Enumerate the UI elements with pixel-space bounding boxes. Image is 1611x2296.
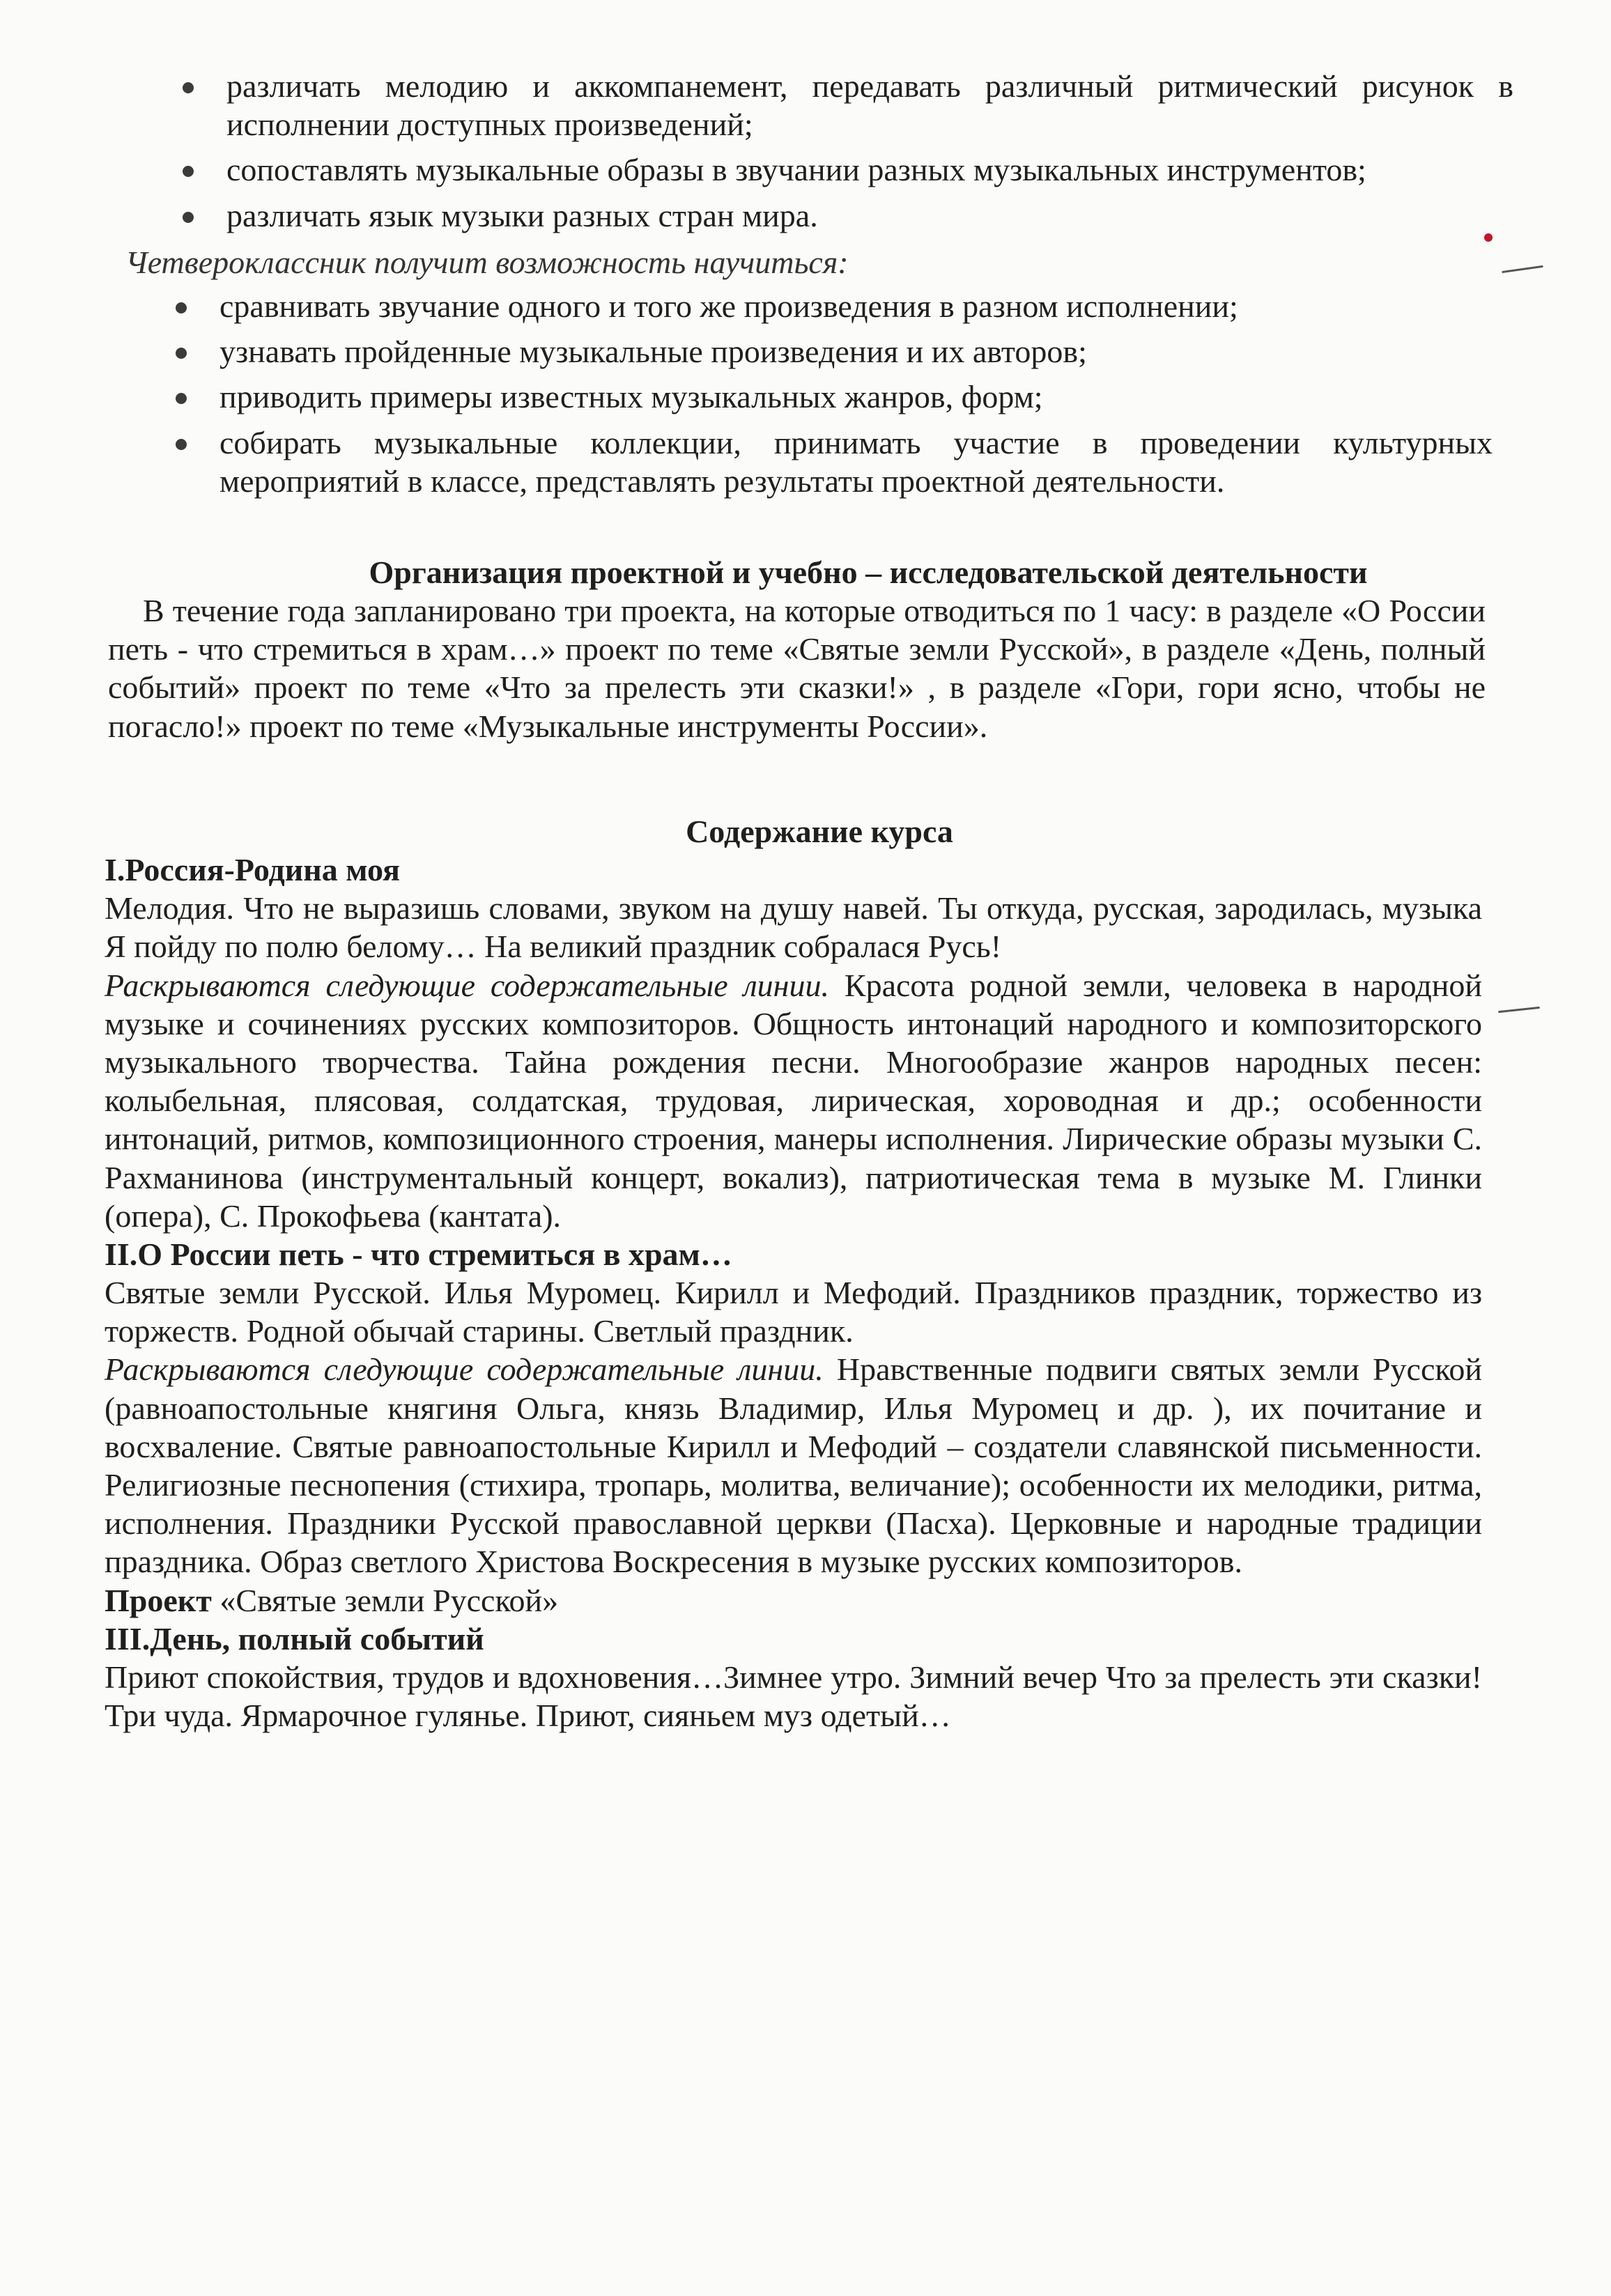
list-item: собирать музыкальные коллекции, принимать участие в проведении культурных мероприятий в классе, представлять результаты проектной деятельности. [219, 424, 1493, 500]
list-item: сравнивать звучание одного и того же произведения в разном исполнении; [219, 287, 1493, 325]
opportunities-list [105, 287, 1534, 500]
section-topics: Святые земли Русской. Илья Муромец. Кирилл и Мефодий. Праздников праздник, торжество из торжеств. Родной обычай старины. Светлый праздник. [105, 1275, 1482, 1349]
list-item: различать язык музыки разных стран мира. [226, 196, 1513, 235]
section-title: III.День, полный событий [105, 1620, 484, 1657]
ink-dot [1484, 233, 1493, 242]
project-name: «Святые земли Русской» [219, 1582, 559, 1618]
section-lead: Раскрываются следующие содержательные линии. [105, 1351, 824, 1388]
section-description [105, 1350, 1534, 1581]
section-topics: Мелодия. Что не выразишь словами, звуком на душу навей. Ты откуда, русская, зародилась, музыка Я пойду по полю белому… На великий праздник собралася Русь! [105, 890, 1482, 965]
list-item: узнавать пройденные музыкальные произведения и их авторов; [219, 332, 1493, 371]
section-description [105, 966, 1534, 1235]
list-item: приводить примеры известных музыкальных жанров, форм; [219, 378, 1493, 416]
section-title: II.О России петь - что стремиться в храм… [105, 1236, 732, 1272]
course-heading: Содержание курса [686, 813, 953, 849]
project-line [105, 1581, 1534, 1620]
section-body: Нравственные подвиги святых земли Русской (равноапостольные княгиня Ольга, князь Владимир, Илья Муромец и др. ), их почитание и восхваление. Святые равноапостольные Кирилл и Мефодий – создатели славянской письменности. Религиозные песнопения (стихира, тропарь, молитва, величание); особенности их мелодики, ритма, исполнения. Праздники Русской православной церкви (Пасха). Церковные и народные традиции праздника. Образ светлого Христова Воскресения в музыке русских композиторов. [105, 1351, 1483, 1580]
project-paragraph: В течение года запланировано три проекта, на которые отводиться по 1 часу: в разделе «О России петь - что стремиться в храм…» проект по теме «Святые земли Русской», в разделе «День, полный событий» проект по теме «Что за прелесть эти сказки!» , в разделе «Гори, гори ясно, чтобы не погасло!» проект по теме «Музыкальные инструменты России». [108, 593, 1486, 744]
project-label: Проект [105, 1582, 212, 1618]
list-item: различать мелодию и аккомпанемент, передавать различный ритмический рисунок в исполнении доступных произведений; [226, 67, 1513, 144]
section-lead: Раскрываются следующие содержательные линии. [105, 967, 829, 1003]
subheading: Четвероклассник получит возможность научиться: [125, 244, 849, 280]
section-title: I.Россия-Родина моя [105, 852, 401, 887]
project-heading: Организация проектной и учебно – исследовательской деятельности [369, 554, 1368, 590]
section-body: Красота родной земли, человека в народной музыке и сочинениях русских композиторов. Общность интонаций народного и композиторского музыкального творчества. Тайна рождения песни. Многообразие жанров народных песен: колыбельная, плясовая, солдатская, трудовая, лирическая, хороводная и др.; особенности интонаций, ритмов, композиционного строения, манеры исполнения. Лирические образы музыки С. Рахманинова (инструментальный концерт, вокализ), патриотическая тема в музыке М. Глинки (опера), С. Прокофьева (кантата). [105, 967, 1482, 1234]
section-topics: Приют спокойствия, трудов и вдохновения…Зимнее утро. Зимний вечер Что за прелесть эти сказки! Три чуда. Ярмарочное гулянье. Приют, сияньем муз одетый… [105, 1659, 1482, 1734]
list-item: сопоставлять музыкальные образы в звучании разных музыкальных инструментов; [226, 150, 1513, 189]
skills-list [105, 67, 1534, 235]
